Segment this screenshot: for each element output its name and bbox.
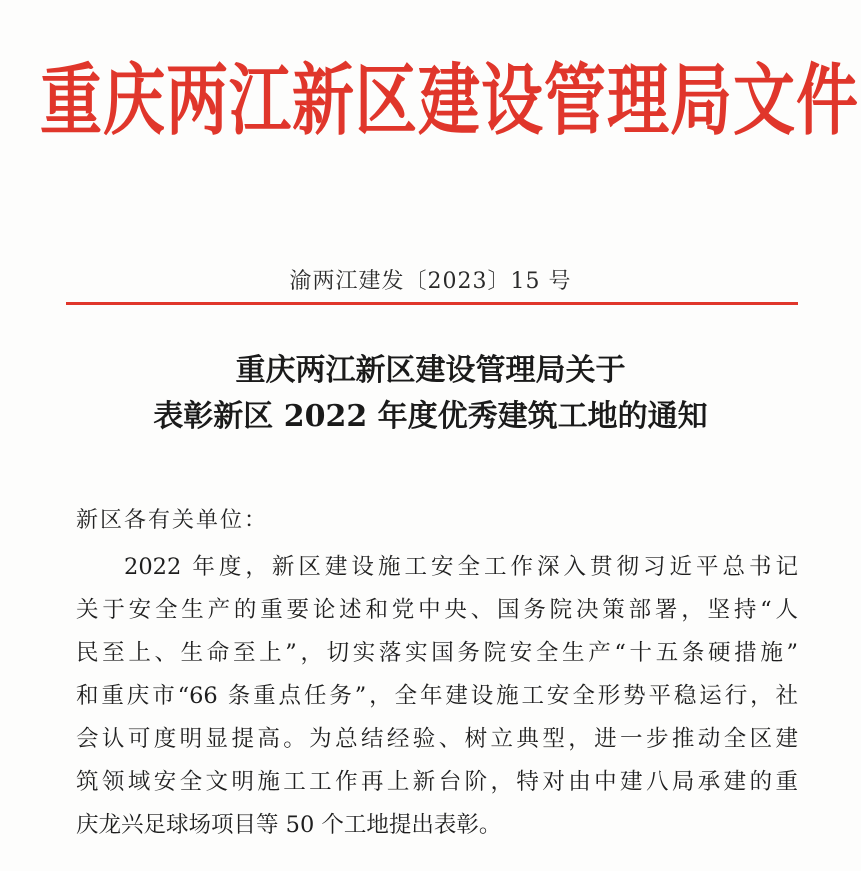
document-number: 渝两江建发〔2023〕15 号 [289, 269, 572, 294]
notice-title [0, 348, 861, 440]
body-line-6: 筑领域安全文明施工工作再上新台阶，特对由中建八局承建的重 [76, 769, 798, 795]
salutation: 新区各有关单位： [76, 508, 269, 533]
notice-title-line-1: 重庆两江新区建设管理局关于 [235, 353, 626, 388]
body-line-2: 关于安全生产的重要论述和党中央、国务院决策部署，坚持“人 [76, 597, 798, 623]
body-line-3: 民至上、生命至上”，切实落实国务院安全生产“十五条硬措施” [76, 640, 798, 666]
notice-title-line-2: 表彰新区 2022 年度优秀建筑工地的通知 [153, 399, 708, 434]
body-line-7: 庆龙兴足球场项目等 50 个工地提出表彰。 [76, 812, 502, 838]
body-line-5: 会认可度明显提高。为总结经验、树立典型，进一步推动全区建 [76, 726, 798, 752]
document-header-title: 重庆两江新区建设管理局文件 [40, 54, 860, 146]
body-line-1: 2022 年度，新区建设施工安全工作深入贯彻习近平总书记 [124, 554, 798, 580]
body-paragraph [76, 546, 798, 847]
body-line-4: 和重庆市“66 条重点任务”，全年建设施工安全形势平稳运行，社 [76, 683, 798, 709]
red-separator-line [66, 302, 798, 305]
